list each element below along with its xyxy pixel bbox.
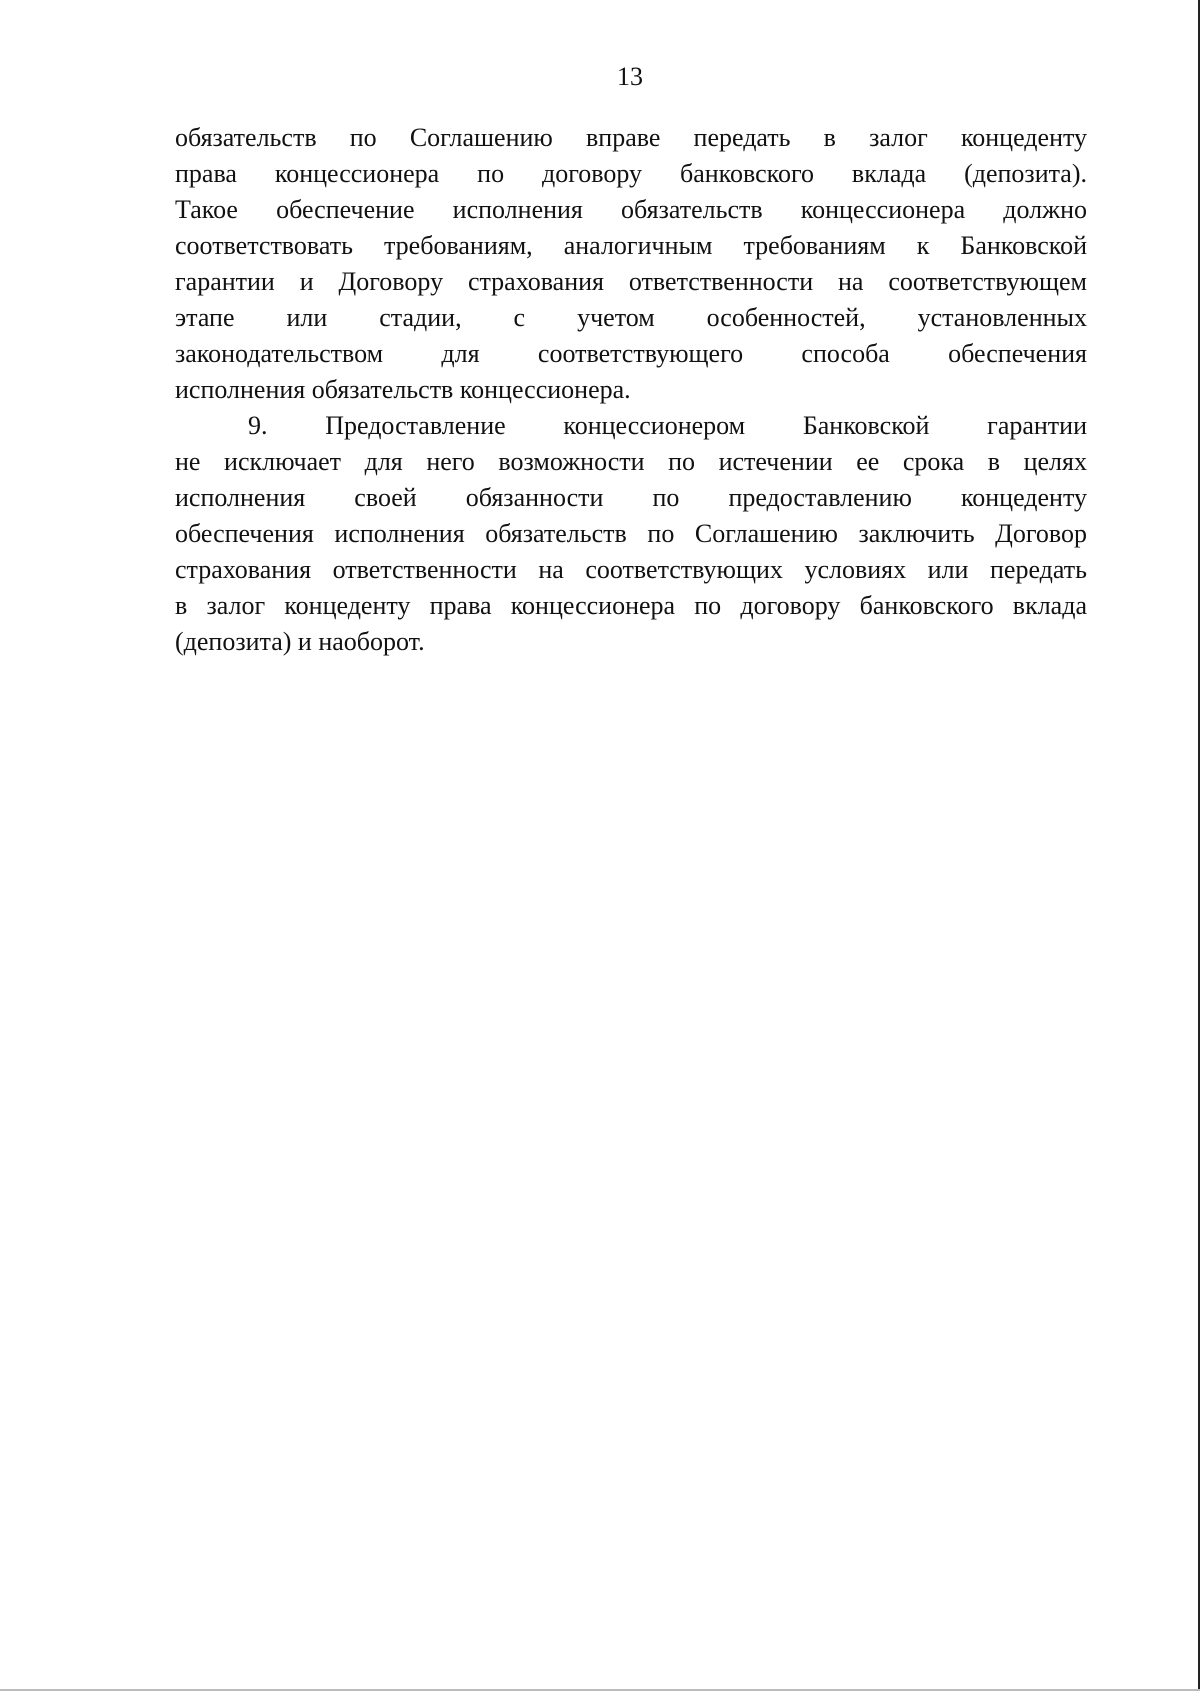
text-line: соответствовать требованиям, аналогичным требованиям к Банковской — [175, 231, 1087, 260]
text-line: законодательством для соответствующего способа обеспечения — [175, 339, 1087, 368]
body-text — [175, 120, 1087, 660]
text-line: этапе или стадии, с учетом особенностей, установленных — [175, 303, 1087, 332]
page-number: 13 — [617, 62, 643, 91]
text-line: исполнения своей обязанности по предоставлению концеденту — [175, 483, 1087, 512]
text-line: страхования ответственности на соответствующих условиях или передать — [175, 555, 1087, 584]
text-line: не исключает для него возможности по истечении ее срока в целях — [175, 447, 1087, 476]
paragraph-1 — [175, 120, 1087, 408]
text-line: (депозита) и наоборот. — [175, 627, 425, 656]
text-line: Такое обеспечение исполнения обязательств концессионера должно — [175, 195, 1087, 224]
text-line: права концессионера по договору банковского вклада (депозита). — [175, 159, 1087, 188]
text-line: обеспечения исполнения обязательств по Соглашению заключить Договор — [175, 519, 1087, 548]
text-line: исполнения обязательств концессионера. — [175, 375, 631, 404]
text-line: обязательств по Соглашению вправе передать в залог концеденту — [175, 123, 1087, 152]
text-line: в залог концеденту права концессионера по договору банковского вклада — [175, 591, 1087, 620]
text-line: 9. Предоставление концессионером Банковской гарантии — [248, 411, 1087, 440]
paragraph-9 — [175, 408, 1087, 660]
text-line: гарантии и Договору страхования ответственности на соответствующем — [175, 267, 1087, 296]
